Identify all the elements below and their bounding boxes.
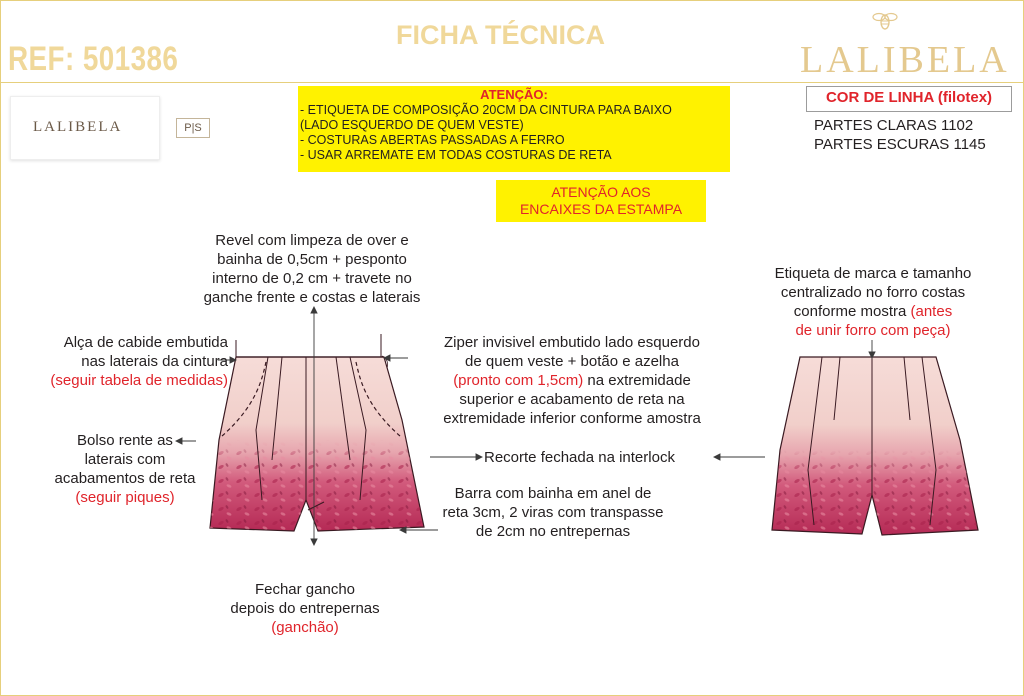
pattern-note-line: ATENÇÃO AOS bbox=[551, 184, 651, 200]
annotation-hem bbox=[428, 484, 678, 541]
annotation-line: nas laterais da cintura bbox=[81, 353, 228, 370]
annotation-zipper bbox=[414, 333, 730, 428]
annotation-line: Ziper invisivel embutido lado esquerdo bbox=[444, 334, 700, 351]
annotation-line: centralizado no forro costas bbox=[780, 284, 966, 301]
annotation-line: Alça de cabide embutida bbox=[63, 334, 228, 351]
annotation-pocket bbox=[50, 431, 200, 507]
annotation-revel bbox=[186, 231, 438, 307]
annotation-line: bainha de 0,5cm + pesponto bbox=[217, 251, 407, 268]
annotation-label bbox=[748, 264, 998, 340]
annotation-line: de unir forro com peça) bbox=[795, 322, 951, 339]
pattern-note-line: ENCAIXES DA ESTAMPA bbox=[519, 201, 683, 217]
annotation-line: (seguir piques) bbox=[75, 489, 175, 506]
annotation-line bbox=[414, 371, 730, 390]
annotation-highlight: (antes bbox=[910, 303, 953, 320]
annotation-line: depois do entrepernas bbox=[230, 600, 380, 617]
attention-line: - USAR ARREMATE EM TODAS COSTURAS DE RETA bbox=[300, 148, 612, 162]
thread-light: PARTES CLARAS 1102 bbox=[814, 117, 974, 134]
annotation-line: reta 3cm, 2 viras com transpasse bbox=[442, 504, 664, 521]
attention-line: - COSTURAS ABERTAS PASSADAS A FERRO bbox=[300, 133, 565, 147]
attention-title: ATENÇÃO: bbox=[480, 87, 548, 102]
thread-color-title: COR DE LINHA (filotex) bbox=[806, 86, 1012, 112]
annotation-line: Bolso rente as bbox=[77, 432, 173, 449]
annotation-text: na extremidade bbox=[583, 372, 691, 389]
annotation-crotch bbox=[210, 580, 400, 637]
annotation-line: (seguir tabela de medidas) bbox=[50, 372, 228, 389]
brand-logo: LALIBELA bbox=[800, 39, 1010, 81]
annotation-line: Fechar gancho bbox=[254, 581, 356, 598]
thread-dark: PARTES ESCURAS 1145 bbox=[814, 136, 986, 153]
annotation-highlight: (pronto com 1,5cm) bbox=[453, 372, 584, 389]
annotation-line: extremidade inferior conforme amostra bbox=[443, 410, 701, 427]
annotation-line: laterais com bbox=[84, 451, 166, 468]
size-label-tag: P|S bbox=[176, 118, 210, 138]
annotation-line: Revel com limpeza de over e bbox=[215, 232, 409, 249]
annotation-line bbox=[748, 302, 998, 321]
annotation-recorte: Recorte fechada na interlock bbox=[484, 449, 675, 466]
front-shorts-drawing bbox=[210, 334, 424, 531]
annotation-line: de quem veste + botão e azelha bbox=[465, 353, 679, 370]
annotation-line: de 2cm no entrepernas bbox=[475, 523, 631, 540]
attention-line: - ETIQUETA DE COMPOSIÇÃO 20CM DA CINTURA PARA BAIXO bbox=[300, 103, 672, 117]
annotation-line: superior e acabamento de reta na bbox=[459, 391, 685, 408]
annotation-text: conforme mostra bbox=[793, 303, 911, 320]
annotation-line: Barra com bainha em anel de bbox=[454, 485, 652, 502]
reference-number: REF: 501386 bbox=[8, 40, 179, 78]
annotation-line: (ganchão) bbox=[271, 619, 339, 636]
brand-label-text: LALIBELA bbox=[33, 119, 123, 135]
annotation-line: acabamentos de reta bbox=[54, 470, 196, 487]
annotation-hanger-loop bbox=[18, 333, 228, 390]
annotation-line: ganche frente e costas e laterais bbox=[203, 289, 421, 306]
page-title: FICHA TÉCNICA bbox=[396, 20, 605, 50]
annotation-line: interno de 0,2 cm + travete no bbox=[212, 270, 412, 287]
attention-line: (LADO ESQUERDO DE QUEM VESTE) bbox=[300, 118, 524, 132]
annotation-line: Etiqueta de marca e tamanho bbox=[774, 265, 972, 282]
back-shorts-drawing bbox=[772, 357, 978, 535]
